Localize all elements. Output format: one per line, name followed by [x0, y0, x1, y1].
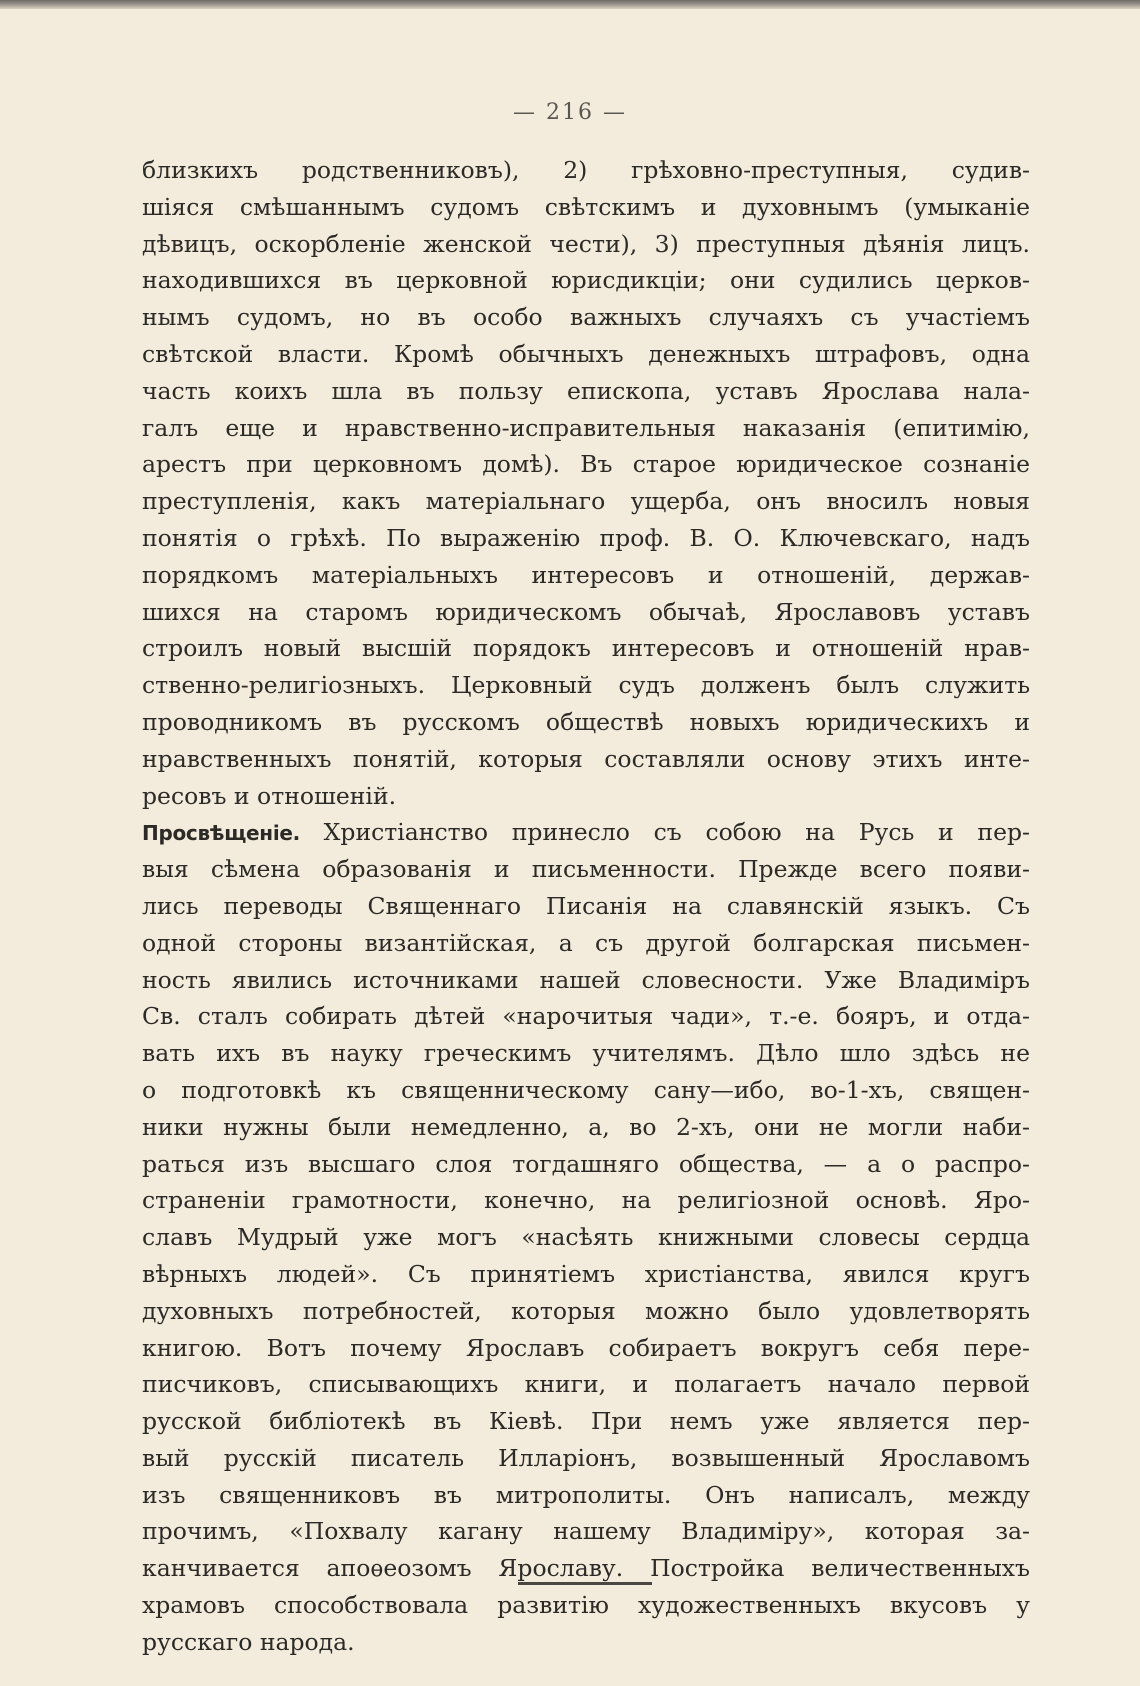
text-line: духовныхъ потребностей, которыя можно было удовлетворять	[142, 1296, 1030, 1325]
text-line: о подготовкѣ къ священническому сану—ибо, во-1-хъ, священ-	[142, 1075, 1030, 1104]
text-line: вѣрныхъ людей». Съ принятіемъ христіанства, явился кругъ	[142, 1259, 1030, 1288]
text-line: вый русскій писатель Илларіонъ, возвышенный Ярославомъ	[142, 1443, 1030, 1472]
text-line: преступленія, какъ матеріальнаго ущерба, онъ вносилъ новыя	[142, 487, 1030, 516]
text-line: ники нужны были немедленно, а, во 2-хъ, они не могли наби-	[142, 1112, 1030, 1141]
text-line: часть коихъ шла въ пользу епископа, уставъ Ярослава нала-	[142, 376, 1030, 405]
text-line: лись переводы Священнаго Писанія на славянскій языкъ. Съ	[142, 891, 1030, 920]
text-line: одной стороны византійская, а съ другой болгарская письмен-	[142, 928, 1030, 957]
text-line: строилъ новый высшій порядокъ интересовъ и отношеній нрав-	[142, 634, 1030, 663]
text-line: ственно-религіозныхъ. Церковный судъ долженъ былъ служить	[142, 671, 1030, 700]
text-line: проводникомъ въ русскомъ обществѣ новыхъ юридическихъ и	[142, 707, 1030, 736]
text-line: нравственныхъ понятій, которыя составляли основу этихъ инте-	[142, 744, 1030, 773]
text-line: ресовъ и отношеній.	[142, 781, 397, 810]
section-heading: Просвѣщеніе.	[142, 821, 300, 846]
text-line: раться изъ высшаго слоя тогдашняго общества, — а о распро-	[142, 1149, 1030, 1178]
text-line: выя сѣмена образованія и письменности. Прежде всего появи-	[142, 855, 1030, 884]
text-line: ность явились источниками нашей словесности. Уже Владиміръ	[142, 965, 1030, 994]
text-line: галъ еще и нравственно-исправительныя наказанія (епитимію,	[142, 413, 1030, 442]
text-line: изъ священниковъ въ митрополиты. Онъ написалъ, между	[142, 1480, 1030, 1509]
text-line: понятія о грѣхѣ. По выраженію проф. В. О. Ключевскаго, надъ	[142, 523, 1030, 552]
text-line: нымъ судомъ, но въ особо важныхъ случаяхъ съ участіемъ	[142, 303, 1030, 332]
text-line: близкихъ родственниковъ), 2) грѣховно-преступныя, судив-	[142, 156, 1030, 184]
paragraph-church-court	[142, 152, 1030, 814]
body-text	[142, 152, 1030, 1661]
text-line: русской библіотекѣ въ Кіевѣ. При немъ уже является пер-	[142, 1407, 1030, 1436]
end-rule	[518, 1582, 652, 1585]
text-line: находившихся въ церковной юрисдикціи; они судились церков-	[142, 266, 1030, 295]
text-line: дѣвицъ, оскорбленіе женской чести), 3) преступныя дѣянія лицъ.	[142, 229, 1030, 258]
text-line: русскаго народа.	[142, 1627, 355, 1656]
text-line	[142, 814, 1030, 851]
text-line: вать ихъ въ науку греческимъ учителямъ. Дѣло шло здѣсь не	[142, 1039, 1030, 1068]
text-line: свѣтской власти. Кромѣ обычныхъ денежныхъ штрафовъ, одна	[142, 339, 1030, 368]
text-line: книгою. Вотъ почему Ярославъ собираетъ вокругъ себя пере-	[142, 1333, 1030, 1362]
text-line: страненіи грамотности, конечно, на религіозной основѣ. Яро-	[142, 1186, 1030, 1215]
text-line: порядкомъ матеріальныхъ интересовъ и отношеній, держав-	[142, 560, 1030, 589]
text-line: храмовъ способствовала развитію художественныхъ вкусовъ у	[142, 1591, 1030, 1620]
text-line: Св. сталъ собирать дѣтей «нарочитыя чади», т.-е. бояръ, и отда-	[142, 1002, 1030, 1031]
text-line: шихся на старомъ юридическомъ обычаѣ, Ярославовъ уставъ	[142, 597, 1030, 626]
heading-line-text: Христіанство принесло съ собою на Русь и пер-	[299, 818, 1030, 847]
text-line: арестъ при церковномъ домѣ). Въ старое юридическое сознаніе	[142, 450, 1030, 479]
text-line: прочимъ, «Похвалу кагану нашему Владиміру», которая за-	[142, 1517, 1030, 1546]
page-number: — 216 —	[513, 100, 627, 125]
paragraph-enlightenment	[142, 814, 1030, 1660]
text-line: писчиковъ, списывающихъ книги, и полагаетъ начало первой	[142, 1370, 1030, 1399]
text-line: канчивается апоѳеозомъ Ярославу. Постройка величественныхъ	[142, 1554, 1030, 1583]
text-line: шіяся смѣшаннымъ судомъ свѣтскимъ и духовнымъ (умыканіе	[142, 192, 1030, 221]
scan-top-edge	[0, 0, 1140, 9]
text-line: славъ Мудрый уже могъ «насѣять книжными словесы сердца	[142, 1223, 1030, 1252]
